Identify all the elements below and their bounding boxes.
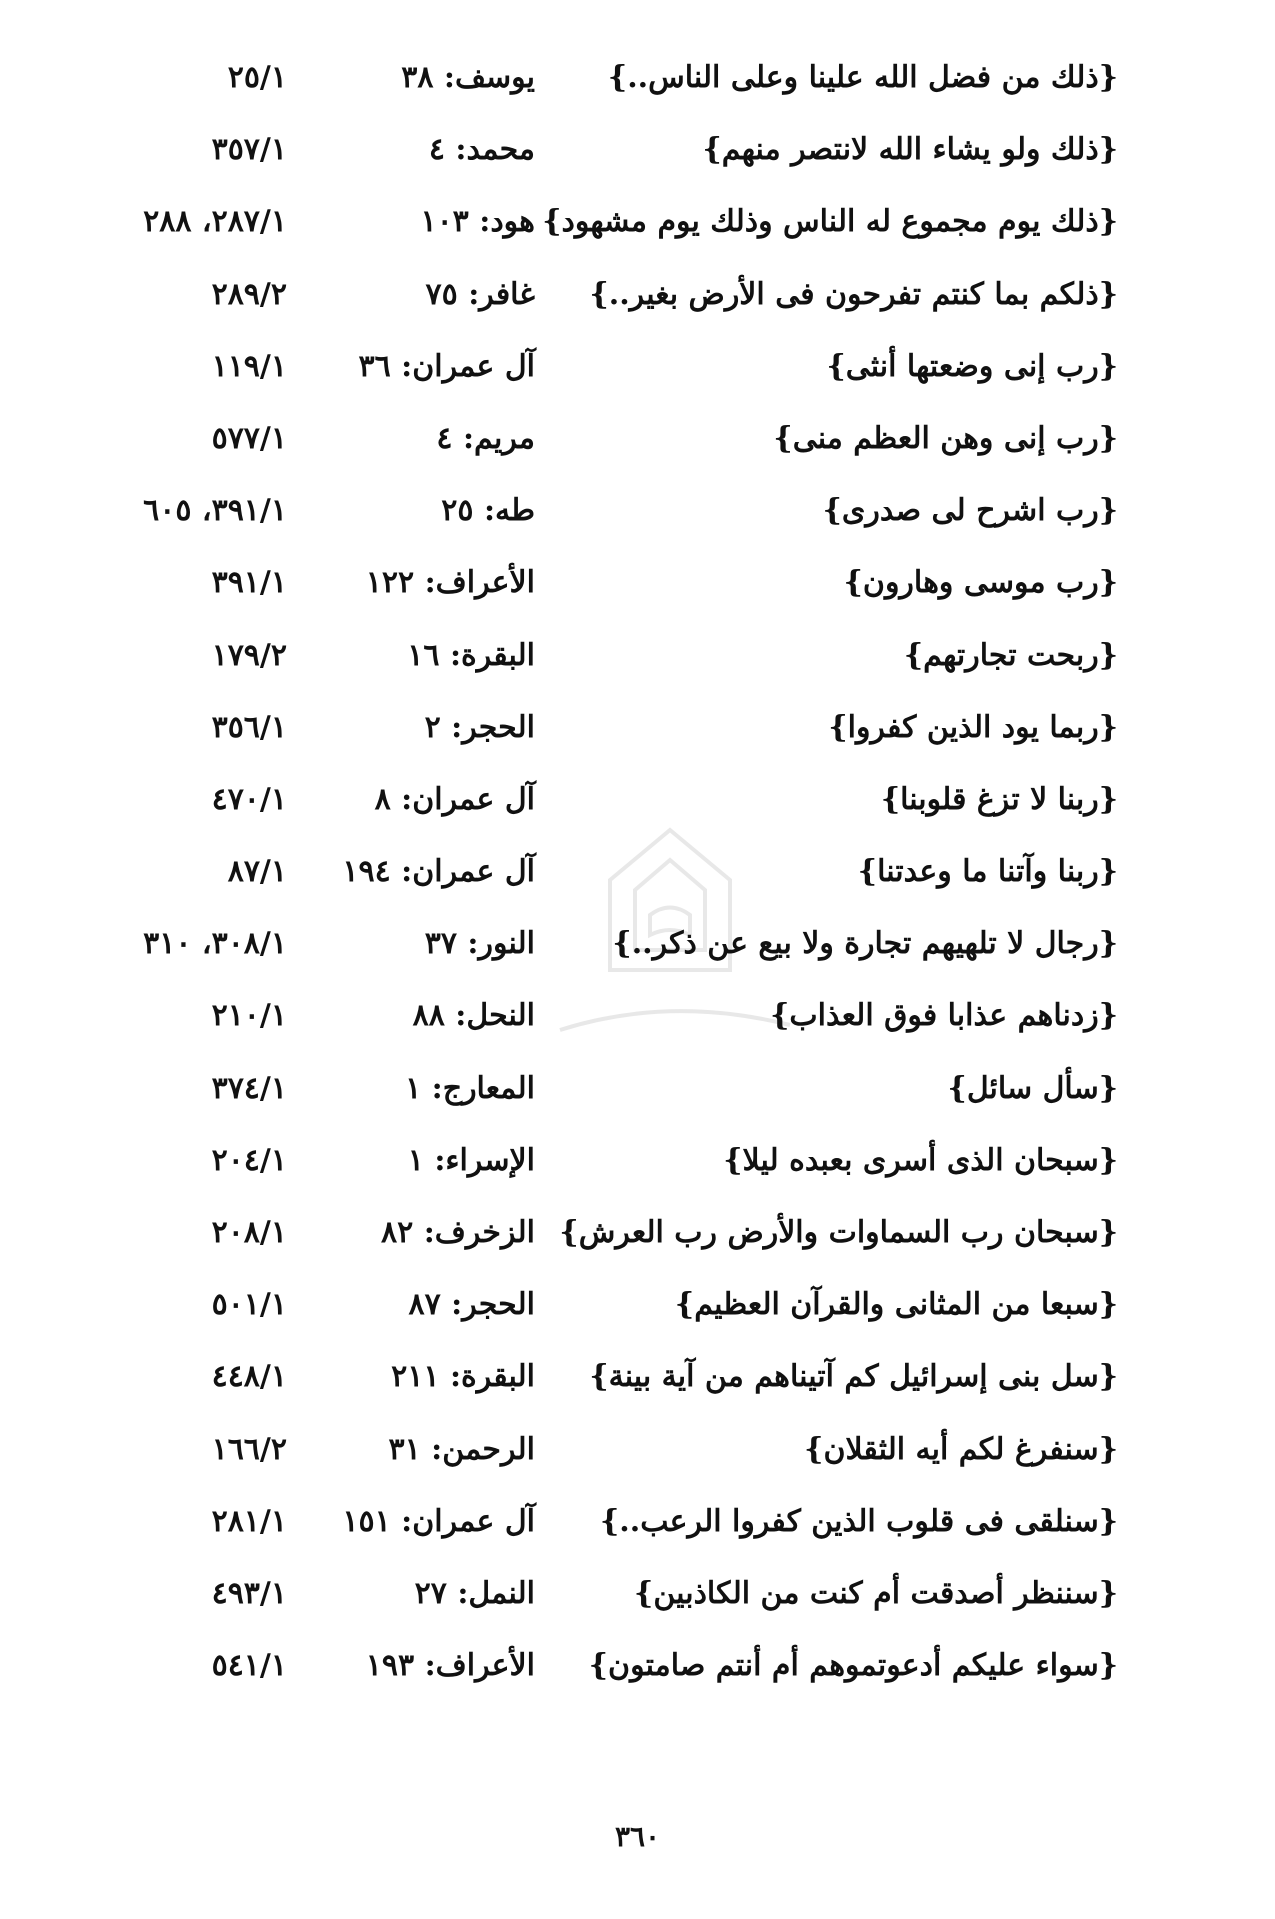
- index-row: [0, 1502, 1275, 1574]
- surah-reference: النمل: ٢٧: [414, 1575, 535, 1611]
- index-row: [0, 563, 1275, 635]
- verse-text: {ذلك ولو يشاء الله لانتصر منهم}: [702, 132, 1118, 168]
- verse-text: {ربنا لا تزغ قلوبنا}: [880, 781, 1118, 817]
- surah-reference: مريم: ٤: [436, 420, 535, 456]
- index-row: [0, 852, 1275, 924]
- surah-reference: الحجر: ٢: [424, 709, 535, 745]
- surah-reference: هود: ١٠٣: [420, 204, 535, 240]
- verse-text: {زدناهم عذابا فوق العذاب}: [770, 998, 1118, 1034]
- surah-reference: الرحمن: ٣١: [388, 1431, 535, 1467]
- surah-reference: الأعراف: ١٩٣: [365, 1648, 535, 1684]
- page-reference: ١٦٦/٢: [211, 1431, 287, 1467]
- page-reference: ٢٠٤/١: [211, 1142, 287, 1178]
- surah-reference: محمد: ٤: [428, 132, 535, 168]
- surah-reference: النور: ٣٧: [424, 926, 535, 962]
- verse-text: {سأل سائل}: [947, 1070, 1118, 1106]
- page-reference: ٢٥/١: [227, 60, 287, 95]
- surah-reference: آل عمران: ٣٦: [358, 348, 535, 384]
- page-reference: ٥٤١/١: [211, 1648, 287, 1684]
- verse-text: {سننظر أصدقت أم كنت من الكاذبين}: [634, 1575, 1118, 1611]
- page-reference: ١٧٩/٢: [211, 637, 287, 673]
- verse-text: {ربما يود الذين كفروا}: [828, 709, 1118, 745]
- index-row: [0, 1285, 1275, 1357]
- index-row: [0, 1213, 1275, 1285]
- surah-reference: آل عمران: ١٥١: [342, 1503, 535, 1539]
- index-row: [0, 1574, 1275, 1646]
- verse-text: {سواء عليكم أدعوتموهم أم أنتم صامتون}: [588, 1648, 1118, 1684]
- verse-text: {ربنا وآتنا ما وعدتنا}: [857, 854, 1118, 890]
- index-row: [0, 708, 1275, 780]
- index-row: [0, 419, 1275, 491]
- index-row: [0, 1069, 1275, 1141]
- page-reference: ٢٨٩/٢: [211, 276, 287, 312]
- verse-text: {رب إنى وهن العظم منى}: [773, 420, 1118, 456]
- surah-reference: البقرة: ٢١١: [391, 1359, 535, 1395]
- index-row: [0, 636, 1275, 708]
- index-row: [0, 1646, 1275, 1718]
- verse-text: {ذلك يوم مجموع له الناس وذلك يوم مشهود}: [542, 204, 1118, 240]
- verse-index-list: [0, 58, 1275, 1718]
- surah-reference: طه: ٢٥: [441, 493, 535, 529]
- verse-text: {رب اشرح لى صدرى}: [822, 493, 1118, 529]
- verse-text: {سنفرغ لكم أيه الثقلان}: [804, 1431, 1118, 1467]
- index-row: [0, 1357, 1275, 1429]
- index-row: [0, 780, 1275, 852]
- page-reference: ٢٨١/١: [211, 1503, 287, 1539]
- verse-text: {ربحت تجارتهم}: [903, 637, 1118, 673]
- verse-text: {سنلقى فى قلوب الذين كفروا الرعب..}: [600, 1503, 1118, 1539]
- surah-reference: الزخرف: ٨٢: [381, 1215, 535, 1250]
- page-reference: ٥٠١/١: [211, 1287, 287, 1323]
- index-row: [0, 491, 1275, 563]
- index-row: [0, 1430, 1275, 1502]
- page-reference: ٣٧٤/١: [211, 1070, 287, 1106]
- page-reference: ٤٧٠/١: [211, 781, 287, 817]
- surah-reference: آل عمران: ٨: [374, 781, 535, 817]
- page-number: ٣٦٠: [614, 1820, 661, 1853]
- index-row: [0, 202, 1275, 274]
- surah-reference: المعارج: ١: [405, 1070, 535, 1106]
- page-reference: ٣٥٦/١: [211, 709, 287, 745]
- verse-text: {رجال لا تلهيهم تجارة ولا بيع عن ذكر..}: [612, 926, 1118, 962]
- surah-reference: الأعراف: ١٢٢: [365, 565, 535, 601]
- page-reference: ٤٩٣/١: [211, 1575, 287, 1611]
- index-row: [0, 924, 1275, 996]
- verse-text: {رب إنى وضعتها أنثى}: [826, 348, 1118, 384]
- verse-text: {ذلك من فضل الله علينا وعلى الناس..}: [607, 60, 1118, 95]
- surah-reference: الحجر: ٨٧: [408, 1287, 535, 1323]
- index-row: [0, 130, 1275, 202]
- page-reference: ٤٤٨/١: [211, 1359, 287, 1395]
- verse-text: {رب موسى وهارون}: [843, 565, 1118, 601]
- verse-text: {سبحان الذى أسرى بعبده ليلا}: [723, 1142, 1118, 1178]
- surah-reference: الإسراء: ١: [407, 1142, 535, 1178]
- verse-text: {سبحان رب السماوات والأرض رب العرش}: [559, 1215, 1118, 1250]
- surah-reference: النحل: ٨٨: [412, 998, 535, 1034]
- surah-reference: غافر: ٧٥: [425, 276, 535, 312]
- verse-text: {سبعا من المثانى والقرآن العظيم}: [674, 1287, 1118, 1323]
- page-reference: ٢٨٧/١، ٢٨٨: [143, 204, 287, 240]
- index-row: [0, 1141, 1275, 1213]
- page-reference: ٣٠٨/١، ٣١٠: [143, 926, 287, 962]
- page-reference: ٢١٠/١: [211, 998, 287, 1034]
- surah-reference: يوسف: ٣٨: [401, 60, 535, 95]
- index-row: [0, 996, 1275, 1068]
- page-reference: ٨٧/١: [227, 854, 287, 890]
- surah-reference: البقرة: ١٦: [407, 637, 535, 673]
- page-reference: ٢٠٨/١: [211, 1215, 287, 1250]
- index-row: [0, 58, 1275, 130]
- index-row: [0, 347, 1275, 419]
- page-reference: ٣٥٧/١: [211, 132, 287, 168]
- page-reference: ١١٩/١: [211, 348, 287, 384]
- page-reference: ٥٧٧/١: [211, 420, 287, 456]
- verse-text: {سل بنى إسرائيل كم آتيناهم من آية بينة}: [589, 1359, 1118, 1395]
- page-reference: ٣٩١/١، ٦٠٥: [143, 493, 287, 529]
- index-row: [0, 275, 1275, 347]
- surah-reference: آل عمران: ١٩٤: [342, 854, 535, 890]
- verse-text: {ذلكم بما كنتم تفرحون فى الأرض بغير..}: [589, 276, 1118, 312]
- page-reference: ٣٩١/١: [211, 565, 287, 601]
